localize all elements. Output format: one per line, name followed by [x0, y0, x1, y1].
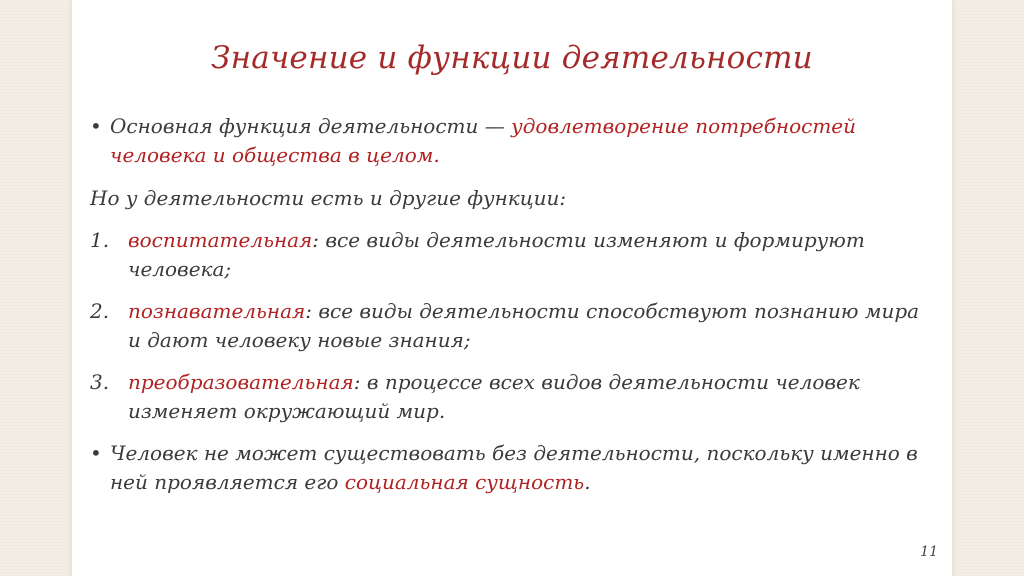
intro-text: Но у деятельности есть и другие функции:: [90, 186, 567, 210]
intro-line: [90, 184, 920, 213]
bullet-text: [110, 439, 920, 497]
main-function-highlight: удовлетворение потребностей человека и общества в целом.: [110, 114, 857, 167]
conclusion-lead: Человек не может существовать без деятельности, поскольку именно в ней проявляется его: [110, 441, 918, 494]
item-text: [128, 226, 920, 284]
item-description: : в процессе всех видов деятельности человек изменяет окружающий мир.: [128, 370, 860, 423]
function-item-2: [90, 297, 920, 355]
bullet-text: [110, 112, 920, 170]
item-description: : все виды деятельности способствуют познанию мира и дают человеку новые знания;: [128, 299, 920, 352]
page-number: 11: [920, 544, 938, 560]
function-item-3: [90, 368, 920, 426]
item-term: преобразовательная: [128, 370, 354, 394]
item-number: 3.: [90, 370, 110, 394]
function-item-1: [90, 226, 920, 284]
bullet-conclusion: [90, 439, 920, 497]
item-description: : все виды деятельности изменяют и формируют человека;: [128, 228, 865, 281]
item-term: познавательная: [128, 299, 306, 323]
slide-content: [90, 112, 920, 497]
item-text: [128, 297, 920, 355]
bullet-marker: •: [90, 114, 102, 138]
conclusion-tail: .: [584, 470, 591, 494]
slide: [72, 0, 952, 576]
conclusion-highlight: социальная сущность: [344, 470, 585, 494]
main-function-lead: Основная функция деятельности —: [110, 114, 512, 138]
slide-title: Значение и функции деятельности: [211, 40, 813, 76]
item-text: [128, 368, 920, 426]
item-term: воспитательная: [128, 228, 313, 252]
bullet-main-function: [90, 112, 920, 170]
item-number: 2.: [90, 299, 110, 323]
item-number: 1.: [90, 228, 110, 252]
bullet-marker: •: [90, 441, 102, 465]
